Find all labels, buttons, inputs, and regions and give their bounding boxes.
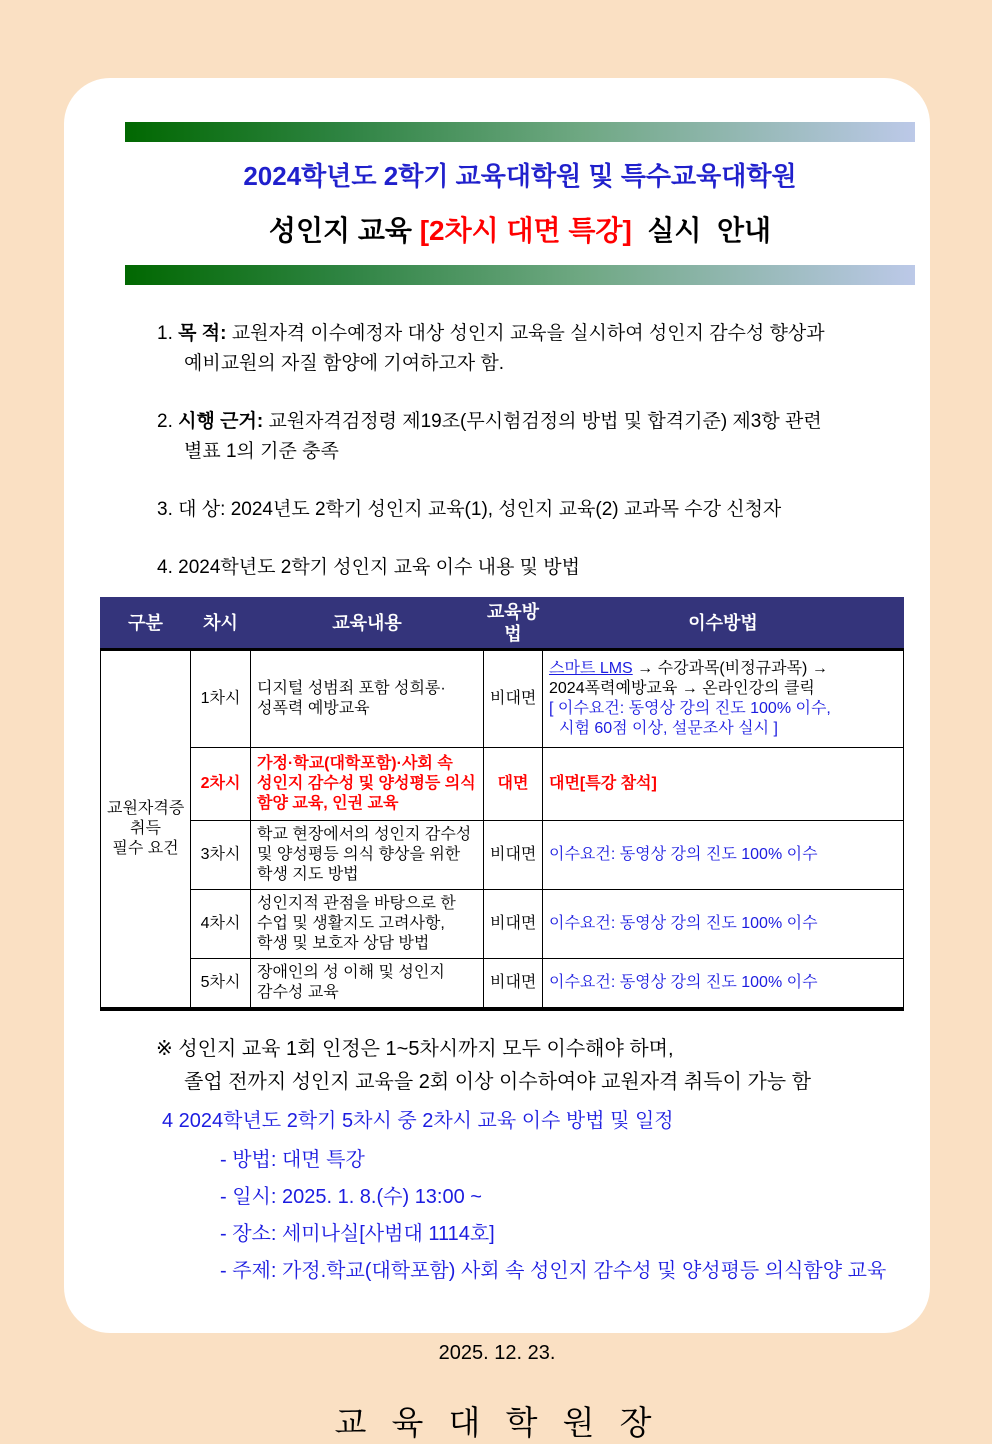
header-completion: 이수방법 — [543, 598, 904, 650]
education-table — [100, 597, 904, 1011]
completion-cell: 이수요건: 동영상 강의 진도 100% 이수 — [543, 821, 904, 890]
content-cell: 학교 현장에서의 성인지 감수성 및 양성평등 의식 향상을 위한 학생 지도 방법 — [251, 821, 484, 890]
completion-note-line2: 시험 60점 이상, 설문조사 실시 ] — [559, 720, 778, 737]
session-cell: 3차시 — [191, 821, 251, 890]
header-method: 교육방법 — [484, 598, 543, 650]
section-target-line1 — [157, 495, 890, 525]
schedule-method: - 방법: 대면 특강 — [220, 1149, 365, 1171]
item-number: 2. — [157, 411, 173, 432]
completion-path-rest: → 수강과목(비정규과목) → 2024폭력예방교육 → 온라인강의 클릭 — [549, 660, 828, 697]
content-cell: 장애인의 성 이해 및 성인지 감수성 교육 — [251, 959, 484, 1010]
method-cell: 비대면 — [484, 890, 543, 959]
item-label: 시행 근거: — [178, 411, 264, 432]
section-legal-basis-line2: 별표 1의 기준 충족 — [184, 441, 339, 462]
section-target — [157, 495, 890, 525]
schedule-datetime: - 일시: 2025. 1. 8.(수) 13:00 ~ — [220, 1186, 482, 1208]
table-row-session5 — [101, 959, 904, 1010]
session-cell: 4차시 — [191, 890, 251, 959]
header-content: 교육내용 — [251, 598, 484, 650]
table-row-session3 — [101, 821, 904, 890]
table-row-session4 — [101, 890, 904, 959]
group-line: 취득 — [130, 820, 161, 837]
session-cell: 5차시 — [191, 959, 251, 1010]
body-sections — [157, 319, 890, 583]
section-method-heading — [157, 553, 890, 583]
method-cell: 비대면 — [484, 650, 543, 748]
session-cell: 1차시 — [191, 650, 251, 748]
item-number: 1. — [157, 323, 173, 344]
table-header-row — [101, 598, 904, 650]
notes-section — [156, 1033, 890, 1290]
note-line-2: 졸업 전까지 성인지 교육을 2회 이상 이수하여야 교원자격 취득이 가능 함 — [184, 1071, 811, 1093]
issue-date: 2025. 12. 23. — [438, 1342, 556, 1364]
section-method-heading-line1 — [157, 553, 890, 583]
group-line: 필수 요건 — [112, 840, 179, 857]
title-line-2-suffix: 실시 안내 — [631, 215, 772, 246]
session-cell: 2차시 — [191, 748, 251, 821]
section-legal-basis — [157, 407, 890, 467]
schedule-topic: - 주제: 가정.학교(대학포함) 사회 속 성인지 감수성 및 양성평등 의식함양 교육 — [220, 1260, 887, 1282]
section-purpose — [157, 319, 890, 379]
completion-note-line1: [ 이수요건: 동영상 강의 진도 100% 이수, — [549, 700, 831, 717]
completion-cell: 이수요건: 동영상 강의 진도 100% 이수 — [543, 959, 904, 1010]
item-text: 2024학년도 2학기 성인지 교육 이수 내용 및 방법 — [178, 557, 580, 578]
section-legal-basis-line1 — [157, 407, 890, 437]
header-category: 구분 — [101, 598, 191, 650]
title-block — [125, 122, 915, 285]
content-cell: 성인지적 관점을 바탕으로 한 수업 및 생활지도 고려사항, 학생 및 보호자 상담 방법 — [251, 890, 484, 959]
title-line-2 — [125, 209, 915, 249]
schedule-title: 4 2024학년도 2학기 5차시 중 2차시 교육 이수 방법 및 일정 — [162, 1110, 674, 1132]
item-text: 2024년도 2학기 성인지 교육(1), 성인지 교육(2) 교과목 수강 신청자 — [230, 499, 782, 520]
title-line-1: 2024학년도 2학기 교육대학원 및 특수교육대학원 — [243, 161, 797, 191]
completion-cell: 대면[특강 참석] — [543, 748, 904, 821]
completion-cell: 이수요건: 동영상 강의 진도 100% 이수 — [543, 890, 904, 959]
method-cell: 비대면 — [484, 959, 543, 1010]
content-cell: 가정·학교(대학포함)·사회 속 성인지 감수성 및 양성평등 의식 함양 교육, 인권 교육 — [251, 748, 484, 821]
method-cell: 대면 — [484, 748, 543, 821]
group-line: 교원자격증 — [107, 800, 185, 817]
document-card — [64, 78, 930, 1441]
method-cell: 비대면 — [484, 821, 543, 890]
section-purpose-line1 — [157, 319, 890, 349]
title-line-2-highlight: [2차시 대면 특강] — [419, 215, 632, 246]
content-cell: 디지털 성범죄 포함 성희롱·성폭력 예방교육 — [251, 650, 484, 748]
title-bottom-bar — [125, 265, 915, 285]
title-top-bar — [125, 122, 915, 142]
header-session: 차시 — [191, 598, 251, 650]
note-line-1: ※ 성인지 교육 1회 인정은 1~5차시까지 모두 이수해야 하며, — [156, 1038, 674, 1060]
table-row-session1 — [101, 650, 904, 748]
completion-path — [549, 659, 897, 699]
item-number: 4. — [157, 557, 173, 578]
group-cell — [101, 650, 191, 1010]
item-label: 대 상: — [178, 499, 226, 520]
item-label: 목 적: — [178, 323, 227, 344]
smart-lms-link[interactable]: 스마트 LMS — [549, 660, 633, 677]
title-line-2-prefix: 성인지 교육 — [268, 215, 420, 246]
item-text: 교원자격검정령 제19조(무시험검정의 방법 및 합격기준) 제3항 관련 — [268, 411, 822, 432]
item-text: 교원자격 이수예정자 대상 성인지 교육을 실시하여 성인지 감수성 향상과 — [231, 323, 825, 344]
section-purpose-line2: 예비교원의 자질 함양에 기여하고자 함. — [184, 353, 505, 374]
table-row-session2 — [101, 748, 904, 821]
completion-cell — [543, 650, 904, 748]
item-number: 3. — [157, 499, 173, 520]
signature-dean: 교 육 대 학 원 장 — [334, 1404, 660, 1441]
schedule-location: - 장소: 세미나실[사범대 1114호] — [220, 1223, 495, 1245]
